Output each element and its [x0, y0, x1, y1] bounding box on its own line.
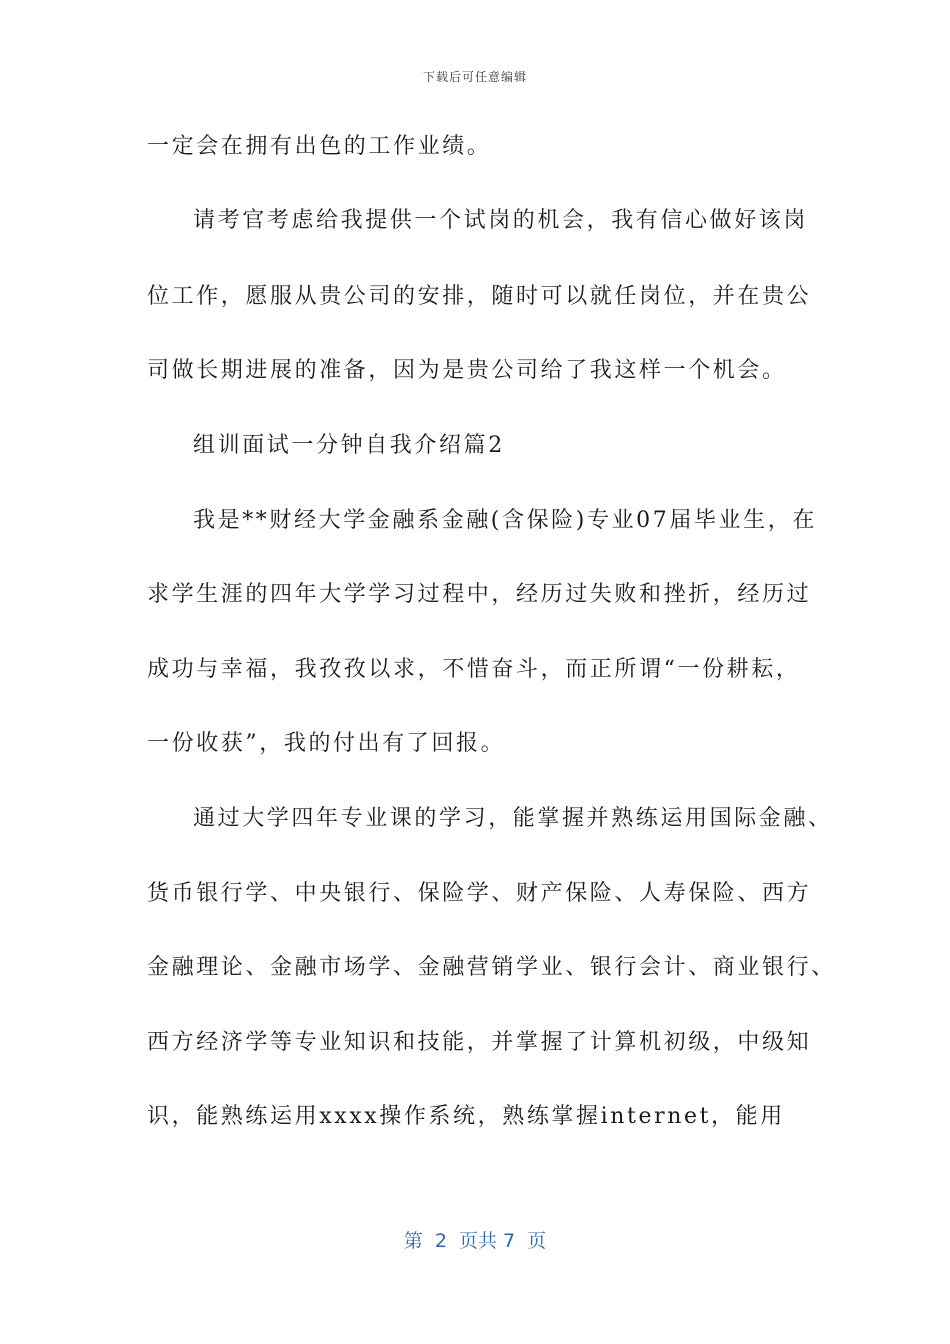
section-heading: 组训面试一分钟自我介绍篇2: [193, 433, 505, 458]
page-header-note: 下载后可任意编辑: [422, 70, 527, 84]
paragraph-line: 通过大学四年专业课的学习，能掌握并熟练运用国际金融、: [193, 806, 833, 831]
paragraph-line: 识，能熟练运用xxxx操作系统，熟练掌握internet，能用: [147, 1104, 785, 1129]
paragraph-line: 求学生涯的四年大学学习过程中，经历过失败和挫折，经历过: [147, 582, 812, 607]
paragraph-line: 成功与幸福，我孜孜以求，不惜奋斗，而正所谓“一份耕耘，: [147, 657, 801, 682]
paragraph-line: 我是**财经大学金融系金融(含保险)专业07届毕业生，在: [193, 508, 817, 533]
paragraph-line: 一定会在拥有出色的工作业绩。: [147, 134, 492, 159]
paragraph-line: 司做长期进展的准备，因为是贵公司给了我这样一个机会。: [147, 358, 787, 383]
page-number-footer: 第 2 页共 7 页: [403, 1230, 547, 1252]
paragraph-line: 请考官考虑给我提供一个试岗的机会，我有信心做好该岗: [193, 208, 809, 233]
paragraph-line: 货币银行学、中央银行、保险学、财产保险、人寿保险、西方: [147, 881, 812, 906]
paragraph-line: 一份收获”，我的付出有了回报。: [147, 731, 506, 756]
paragraph-line: 金融理论、金融市场学、金融营销学业、银行会计、商业银行、: [147, 955, 836, 980]
paragraph-line: 位工作，愿服从贵公司的安排，随时可以就任岗位，并在贵公: [147, 284, 812, 309]
paragraph-line: 西方经济学等专业知识和技能，并掌握了计算机初级，中级知: [147, 1030, 812, 1055]
